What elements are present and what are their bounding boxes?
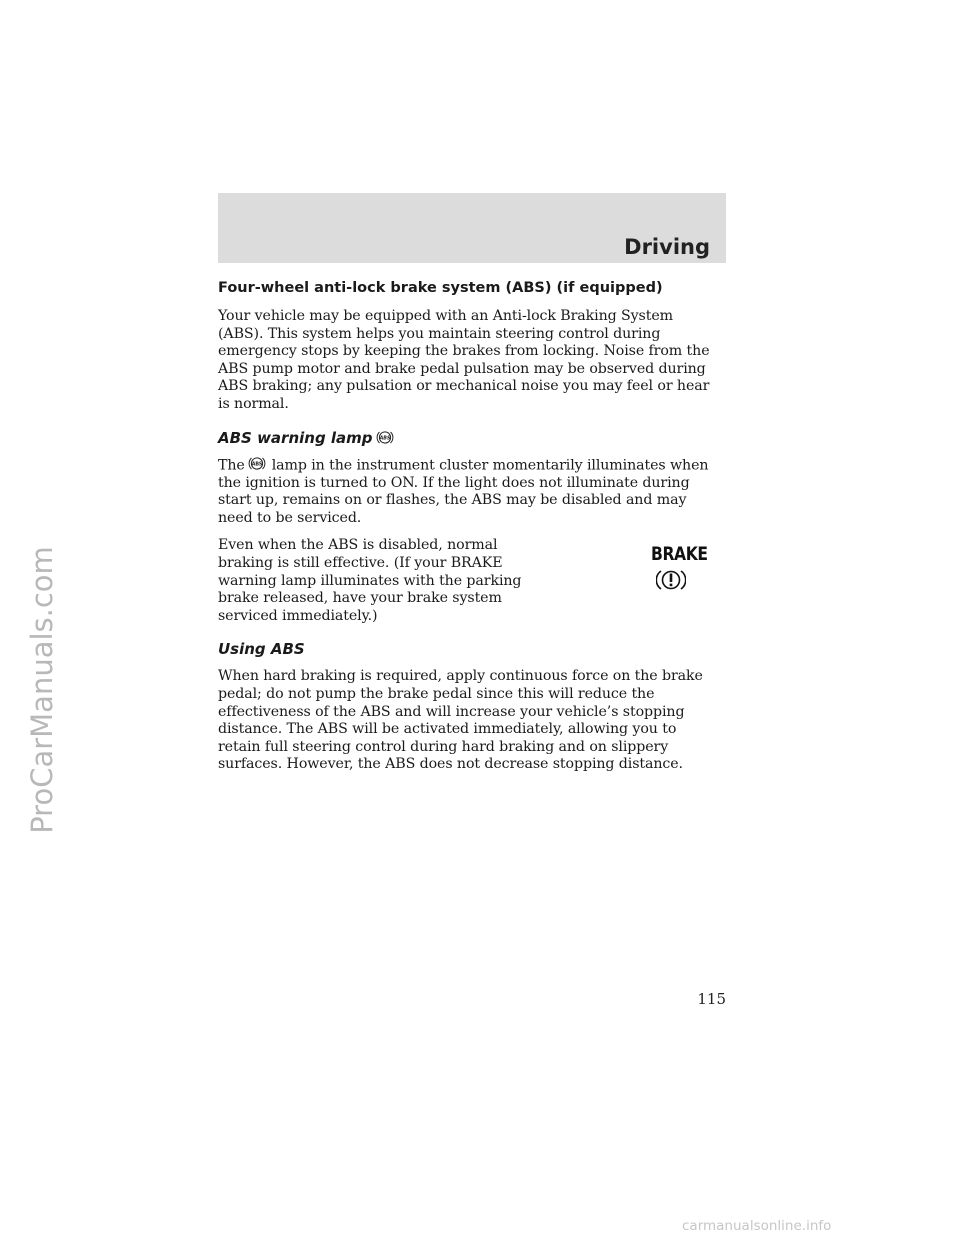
- brake-warning-figure: [538, 541, 718, 625]
- section-header-band: [218, 193, 726, 263]
- svg-text:ABS: ABS: [379, 436, 390, 442]
- abs-disabled-paragraph: Even when the ABS is disabled, normal braking is still effective. (If your BRAKE warning lamp illuminates with the parking brake released, have your brake system serviced immediately.): [218, 537, 522, 624]
- using-abs-paragraph: When hard braking is required, apply continuous force on the brake pedal; do not pump the brake pedal since this will reduce the effectiveness of the ABS and will increase your vehicle’s stopping distance. The ABS will be activated immediately, allowing you to retain full steering control during hard braking and on slippery surfaces. However, the ABS does not decrease stopping distance.: [218, 668, 703, 773]
- watermark-text: ProCarManuals.com: [25, 546, 59, 834]
- section-title: Driving: [624, 235, 710, 259]
- brake-warning-icon: [656, 567, 686, 593]
- abs-warning-lamp-heading-text: ABS warning lamp: [218, 428, 373, 447]
- abs-lamp-text-after: lamp in the instrument cluster momentarily illuminates when the ignition is turned to ON. If the light does not illuminate during start up, remains on or flashes, the ABS may be disabled and may need to be serviced.: [218, 457, 709, 526]
- footer-url: carmanualsonline.info: [682, 1218, 832, 1234]
- brake-lamp-label: BRAKE: [651, 543, 708, 566]
- abs-lamp-paragraph: [218, 457, 718, 528]
- abs-lamp-inline-icon: [248, 455, 266, 472]
- using-abs-heading: Using ABS: [218, 640, 305, 659]
- abs-warning-lamp-heading: [218, 428, 718, 448]
- abs-intro-paragraph: Your vehicle may be equipped with an Anti-lock Braking System (ABS). This system helps you maintain steering control during emergency stops by keeping the brakes from locking. Noise from the ABS pump motor and brake pedal pulsation may be observed during ABS braking; any pulsation or mechanical noise you may feel or hear is normal.: [218, 308, 710, 412]
- page-number: 115: [697, 990, 726, 1008]
- abs-lamp-icon: [376, 429, 394, 446]
- side-watermark: [22, 430, 62, 950]
- svg-text:ABS: ABS: [251, 461, 262, 467]
- abs-lamp-text-before: The: [218, 457, 245, 474]
- abs-section-heading: Four-wheel anti-lock brake system (ABS) (if equipped): [218, 280, 663, 296]
- page-content: [218, 278, 718, 784]
